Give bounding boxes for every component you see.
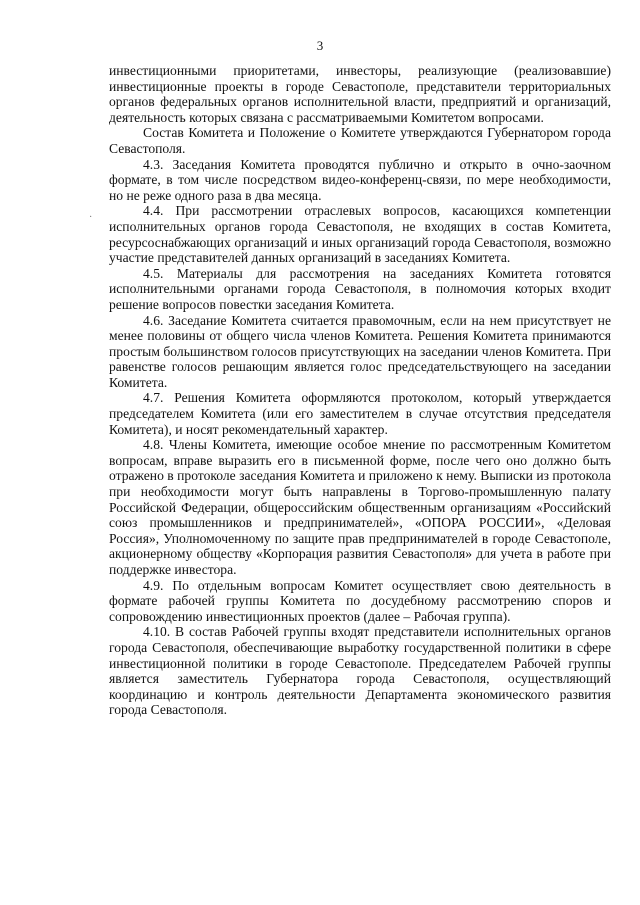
margin-mark: · — [89, 212, 93, 223]
paragraph-4-3: 4.3. Заседания Комитета проводятся публично и открыто в очно-заочном формате, в том числе посредством видео-конференц-связи, по мере необходимости, но не реже одного раза в два месяца. — [109, 156, 611, 203]
paragraph-4-6: 4.6. Заседание Комитета считается правомочным, если на нем присутствует не менее половины от общего числа членов Комитета. Решения Комитета принимаются простым большинством голосов присутствующих на заседании членов Комитета. При равенстве голосов решающим является голос председательствующего на заседании Комитета. — [109, 312, 611, 390]
paragraph-continuation: инвестиционными приоритетами, инвесторы, реализующие (реализовавшие) инвестиционные проекты в городе Севастополе, представители территориальных органов федеральных органов исполнительной власти, предприятий и организаций, деятельность которых связана с рассматриваемыми Комитетом вопросами. — [109, 63, 611, 125]
paragraph-4-7: 4.7. Решения Комитета оформляются протоколом, который утверждается председателем Комитета (или его заместителем в случае отсутствия председателя Комитета), и носят рекомендательный характер. — [109, 390, 611, 437]
document-body — [109, 63, 611, 718]
paragraph-4-9: 4.9. По отдельным вопросам Комитет осуществляет свою деятельность в формате рабочей группы Комитета по досудебному рассмотрению споров и сопровождению инвестиционных проектов (далее – Рабочая группа). — [109, 577, 611, 624]
paragraph-4-5: 4.5. Материалы для рассмотрения на заседаниях Комитета готовятся исполнительными органами города Севастополя, в полномочия которых входит решение вопросов повестки заседания Комитета. — [109, 265, 611, 312]
page-number: 3 — [316, 38, 324, 53]
paragraph-4-10: 4.10. В состав Рабочей группы входят представители исполнительных органов города Севастополя, обеспечивающие выработку государственной политики в сфере инвестиционной политики в городе Севастополе. Председателем Рабочей группы является заместитель Губернатора города Севастополя, осуществляющий координацию и контроль деятельности Департамента экономического развития города Севастополя. — [109, 624, 611, 718]
paragraph-committee-composition: Состав Комитета и Положение о Комитете утверждаются Губернатором города Севастополя. — [109, 125, 611, 156]
paragraph-4-8: 4.8. Члены Комитета, имеющие особое мнение по рассмотренным Комитетом вопросам, вправе выразить его в письменной форме, после чего оно должно быть отражено в протоколе заседания Комитета и приложено к нему. Выписки из протокола при необходимости могут быть направлены в Торгово-промышленную палату Российской Федерации, общероссийским общественным организациям «Российский союз промышленников и предпринимателей», «ОПОРА РОССИИ», «Деловая Россия», Уполномоченному по защите прав предпринимателей в городе Севастополе, акционерному обществу «Корпорация развития Севастополя» для учета в работе при поддержке инвестора. — [109, 437, 611, 577]
paragraph-4-4: 4.4. При рассмотрении отраслевых вопросов, касающихся компетенции исполнительных органов города Севастополя, не входящих в состав Комитета, ресурсоснабжающих организаций и иных организаций города Севастополя, возможно участие представителей данных организаций в заседаниях Комитета. — [109, 203, 611, 266]
